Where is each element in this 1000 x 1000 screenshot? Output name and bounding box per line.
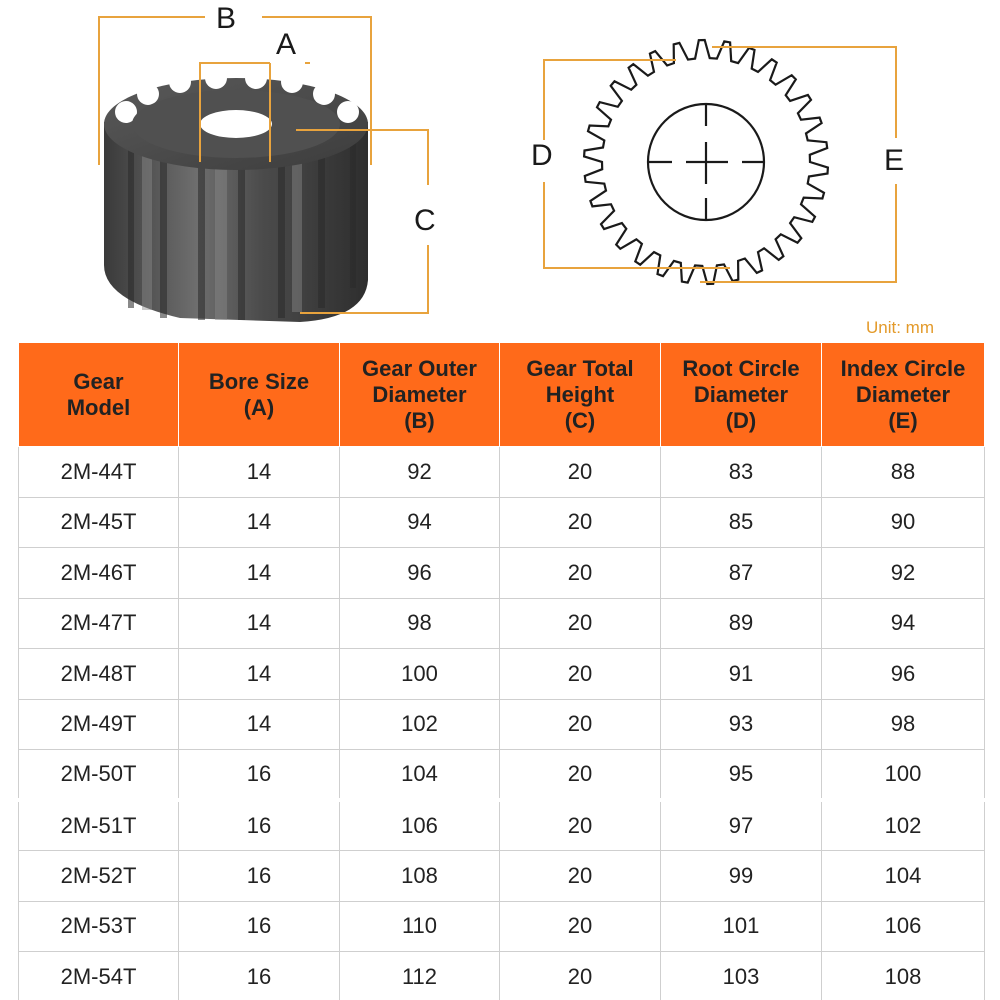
cell-model: 2M-44T [19,447,179,498]
dimension-label-c: C [414,204,436,237]
table-row [19,598,985,649]
cell-height: 20 [500,649,661,700]
cell-height: 20 [500,851,661,902]
cell-outer: 92 [340,447,500,498]
cell-index: 96 [822,649,985,700]
header-line: Diameter [855,381,951,407]
table-row [19,699,985,750]
cell-root: 101 [661,901,822,952]
table-row [19,750,985,801]
gear-diagram [0,0,1000,340]
cell-outer: 94 [340,497,500,548]
header-total-height [500,343,661,447]
cell-model: 2M-51T [19,800,179,851]
cell-height: 20 [500,750,661,801]
unit-label: Unit: mm [866,318,934,337]
header-line: (B) [404,407,435,433]
cell-bore: 16 [179,901,340,952]
table-row [19,447,985,498]
header-bore-size [179,343,340,447]
table-header-row [19,343,985,447]
header-line: Bore Size [208,368,310,394]
cell-bore: 14 [179,598,340,649]
cell-bore: 16 [179,851,340,902]
cell-index: 106 [822,901,985,952]
cell-root: 93 [661,699,822,750]
cell-model: 2M-53T [19,901,179,952]
gear-photo [104,67,368,322]
table-row [19,851,985,902]
cell-height: 20 [500,598,661,649]
gear-schematic [584,40,828,284]
dimension-label-b: B [216,2,237,35]
cell-height: 20 [500,901,661,952]
cell-bore: 16 [179,750,340,801]
header-line: Diameter [693,381,789,407]
cell-model: 2M-47T [19,598,179,649]
cell-bore: 14 [179,447,340,498]
cell-index: 100 [822,750,985,801]
dimension-label-d: D [531,139,553,172]
cell-index: 90 [822,497,985,548]
cell-height: 20 [500,952,661,1000]
cell-outer: 112 [340,952,500,1000]
cell-index: 104 [822,851,985,902]
cell-outer: 96 [340,548,500,599]
cell-model: 2M-45T [19,497,179,548]
cell-index: 108 [822,952,985,1000]
cell-model: 2M-54T [19,952,179,1000]
cell-index: 88 [822,447,985,498]
table-row [19,952,985,1000]
cell-index: 92 [822,548,985,599]
cell-height: 20 [500,800,661,851]
header-line: (A) [243,394,275,420]
table-row [19,649,985,700]
cell-outer: 110 [340,901,500,952]
cell-model: 2M-52T [19,851,179,902]
cell-height: 20 [500,447,661,498]
cell-index: 102 [822,800,985,851]
cell-root: 95 [661,750,822,801]
cell-bore: 14 [179,699,340,750]
cell-bore: 14 [179,497,340,548]
header-root-circle [661,343,822,447]
cell-height: 20 [500,497,661,548]
cell-model: 2M-46T [19,548,179,599]
header-line: Gear [73,368,124,394]
gear-diagram-svg [0,0,1000,340]
header-gear-model [19,343,179,447]
cell-root: 87 [661,548,822,599]
cell-bore: 14 [179,548,340,599]
cell-model: 2M-49T [19,699,179,750]
header-line: (C) [564,407,596,433]
table-row [19,901,985,952]
cell-bore: 14 [179,649,340,700]
cell-root: 85 [661,497,822,548]
table-row [19,548,985,599]
cell-outer: 106 [340,800,500,851]
cell-outer: 102 [340,699,500,750]
header-line: Height [545,381,615,407]
cell-bore: 16 [179,800,340,851]
cell-model: 2M-48T [19,649,179,700]
cell-root: 97 [661,800,822,851]
header-line: Gear Outer [362,355,477,381]
schematic-dimension-lines [544,47,896,282]
table-body [19,447,985,1000]
cell-height: 20 [500,699,661,750]
cell-outer: 104 [340,750,500,801]
cell-outer: 98 [340,598,500,649]
dimension-label-a: A [276,28,297,61]
cell-root: 103 [661,952,822,1000]
cell-index: 98 [822,699,985,750]
cell-model: 2M-50T [19,750,179,801]
header-line: (E) [888,407,918,433]
header-line: Diameter [372,381,467,407]
header-index-circle [822,343,985,447]
cell-outer: 100 [340,649,500,700]
cell-index: 94 [822,598,985,649]
cell-root: 89 [661,598,822,649]
cell-bore: 16 [179,952,340,1000]
header-line: Index Circle [840,355,966,381]
cell-outer: 108 [340,851,500,902]
table-row [19,497,985,548]
dimension-label-e: E [884,144,905,177]
header-line: (D) [725,407,757,433]
cell-root: 91 [661,649,822,700]
cell-height: 20 [500,548,661,599]
header-outer-diameter [340,343,500,447]
cell-root: 99 [661,851,822,902]
table-row [19,800,985,851]
header-line: Gear Total [526,355,634,381]
cell-root: 83 [661,447,822,498]
header-line: Root Circle [682,355,800,381]
header-line: Model [66,394,131,420]
gear-spec-table [18,342,985,1000]
